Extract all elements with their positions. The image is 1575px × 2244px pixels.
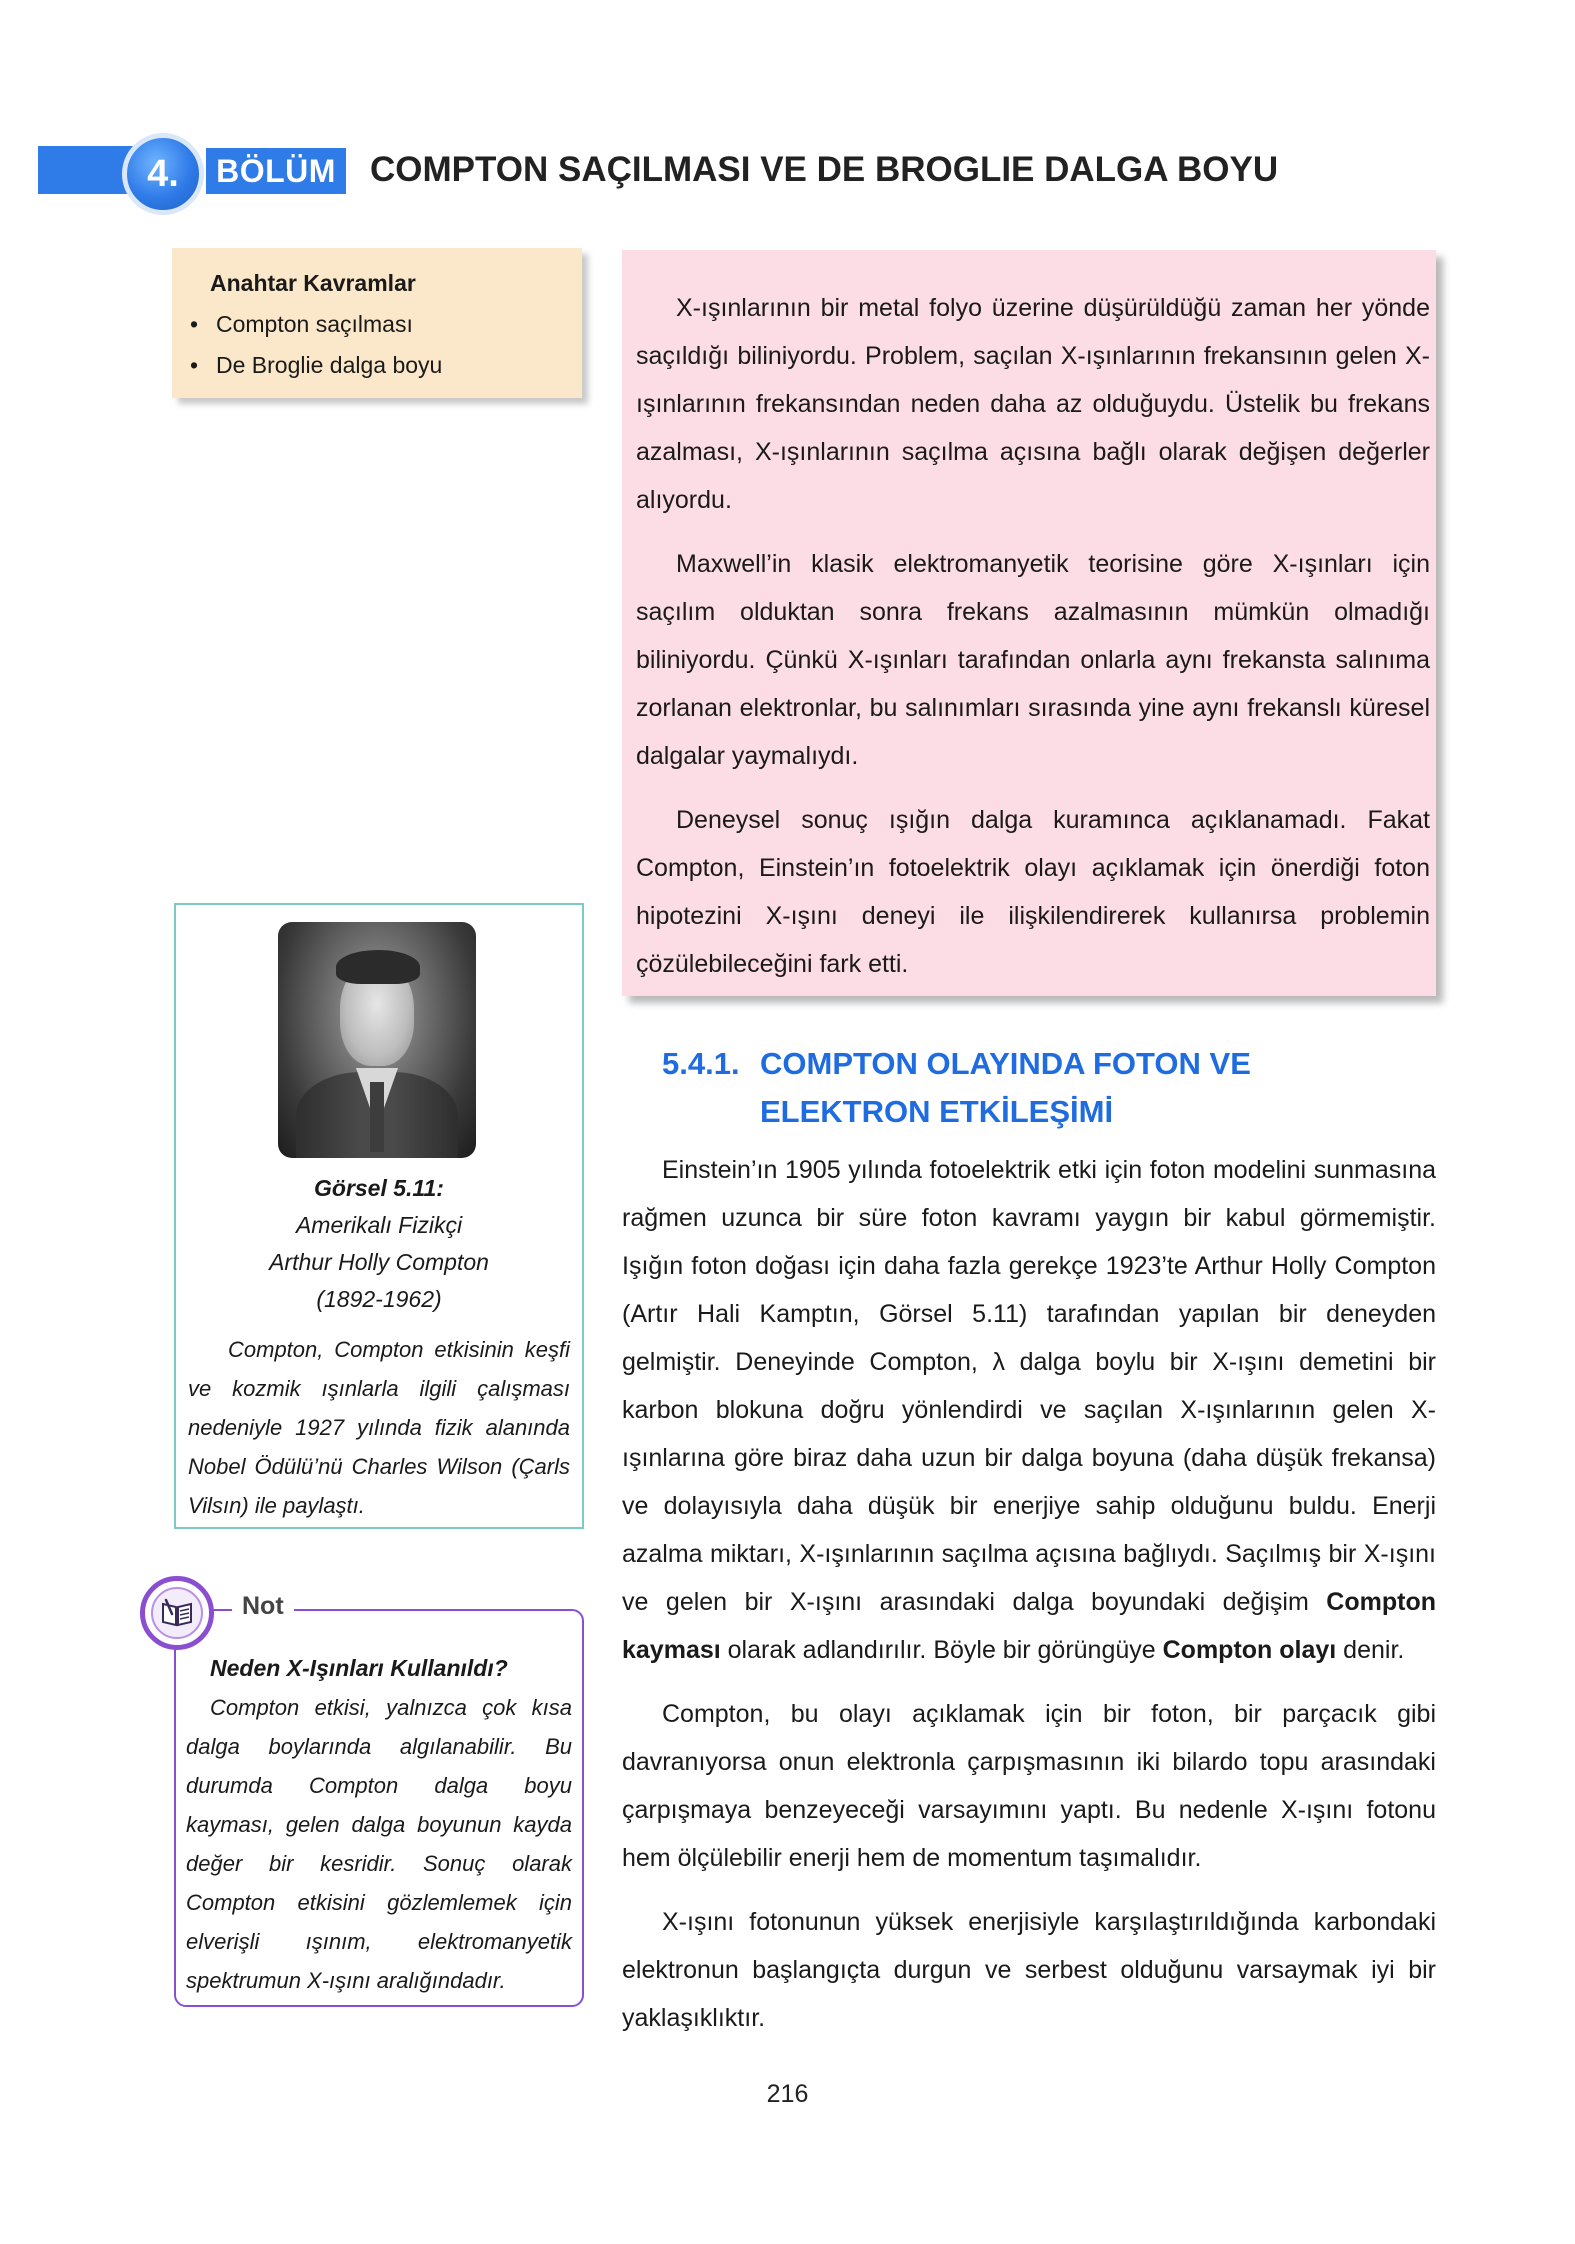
body-paragraph: X-ışını fotonunun yüksek enerjisiyle karşılaştırıldığında karbondaki elektronun başlangıçta durgun ve serbest olduğunu varsaymak iyi bir yaklaşıklıktır. <box>622 1908 1436 2032</box>
section-title: ELEKTRON ETKİLEŞİMİ <box>760 1094 1114 1129</box>
page-title: COMPTON SAÇILMASI VE DE BROGLIE DALGA BOYU <box>370 150 1279 189</box>
body-text: denir. <box>1336 1636 1405 1664</box>
note-title: Neden X-Işınları Kullanıldı? <box>210 1655 508 1681</box>
key-concept-item: • Compton saçılması <box>186 311 582 338</box>
body-text: Einstein’ın 1905 yılında fotoelektrik etki için foton modelini sunmasına rağmen uzunca bir süre foton kavramı yaygın bir kabul görmemiştir. Işığın foton doğası için daha fazla gerekçe 1923’te Arthur Holly Compton (Artır Hali Kamptın, Görsel 5.11) tarafından yapılan bir deneyden gelmiştir. Deneyinde Compton, λ dalga boylu bir X-ışını demetini bir karbon blokuna doğru yönlendirdi ve saçılan X-ışınlarının gelen X-ışınlarına göre biraz daha uzun bir dalga boyuna (daha düşük frekansa) ve dolayısıyla daha düşük bir enerjiye sahip olduğunu buldu. Enerji azalma miktarı, X-ışınlarının saçılma açısına bağlıydı. Saçılmış bir X-ışını ve gelen bir X-ışını arasındaki dalga boyundaki değişim <box>622 1156 1436 1616</box>
term-compton-shift: Compton kayması <box>622 1588 1436 1664</box>
note-text: Compton etkisi, yalnızca çok kısa dalga boylarında algılanabilir. Bu durumda Compton dalga boyu kayması, gelen dalga boyunun kayda değer bir kesridir. Sonuç olarak Compton etkisini gözlemlemek için elverişli ışınım, elektromanyetik spektrumun X-ışını aralığındadır. <box>186 1695 572 1993</box>
portrait-photo <box>278 922 476 1158</box>
figure-caption-line: Amerikalı Fizikçi <box>295 1212 463 1238</box>
figure-label: Görsel 5.11: <box>314 1175 444 1201</box>
figure-caption-line: (1892-1962) <box>316 1286 442 1312</box>
intro-paragraph: Deneysel sonuç ışığın dalga kuramınca açıklanamadı. Fakat Compton, Einstein’ın fotoelektrik olayı açıklamak için önerdiği foton hipotezini X-ışını deneyi ile ilişkilendirerek kullanırsa problemin çözülebileceğini fark etti. <box>636 806 1430 978</box>
term-compton-effect: Compton olayı <box>1162 1636 1337 1664</box>
chapter-label: BÖLÜM <box>206 148 346 194</box>
intro-box <box>622 250 1436 996</box>
key-concepts-title: Anahtar Kavramlar <box>210 270 416 296</box>
section-body <box>622 1146 1436 2058</box>
section-title: COMPTON OLAYINDA FOTON VE <box>760 1046 1251 1081</box>
body-paragraph <box>622 1146 1436 1674</box>
body-paragraph: Compton, bu olayı açıklamak için bir foton, bir parçacık gibi davranıyorsa onun elektronla çarpışmasının iki bilardo topu arasındaki çarpışmaya benzeyeceği varsayımını yaptı. Bu nedenle X-ışını fotonu hem ölçülebilir enerji hem de momentum taşımalıdır. <box>622 1700 1436 1872</box>
body-text: olarak adlandırılır. Böyle bir görüngüye <box>720 1636 1163 1664</box>
intro-paragraph: Maxwell’in klasik elektromanyetik teorisine göre X-ışınları için saçılım olduktan sonra frekans azalmasının mümkün olmadığı biliniyordu. Çünkü X-ışınları tarafından onlarla aynı frekansta salınıma zorlanan elektronlar, bu salınımları sırasında yine aynı frekanslı küresel dalgalar yaymalıydı. <box>636 550 1430 770</box>
note-book-icon <box>140 1576 214 1650</box>
intro-paragraph: X-ışınlarının bir metal folyo üzerine düşürüldüğü zaman her yönde saçıldığı biliniyordu. Problem, saçılan X-ışınlarının frekansının gelen X-ışınlarının frekansından neden daha az olduğuydu. Üstelik bu frekans azalması, X-ışınlarının saçılma açısına bağlı olarak değişen değerler alıyordu. <box>636 294 1430 514</box>
figure-description: Compton, Compton etkisinin keşfi ve kozmik ışınlarla ilgili çalışması nedeniyle 1927 yılında fizik alanında Nobel Ödülü’nü Charles Wilson (Çarls Vilsın) ile paylaştı. <box>188 1337 570 1518</box>
note-label: Not <box>232 1592 294 1621</box>
figure-caption-line: Arthur Holly Compton <box>269 1249 489 1275</box>
chapter-number-badge: 4. <box>122 133 204 215</box>
key-concepts-box <box>172 248 582 398</box>
key-concept-item: • De Broglie dalga boyu <box>186 352 582 379</box>
photo-hair <box>336 950 420 984</box>
section-number: 5.4.1. <box>662 1046 740 1081</box>
photo-tie <box>370 1082 384 1152</box>
page-number: 216 <box>766 2080 809 2108</box>
